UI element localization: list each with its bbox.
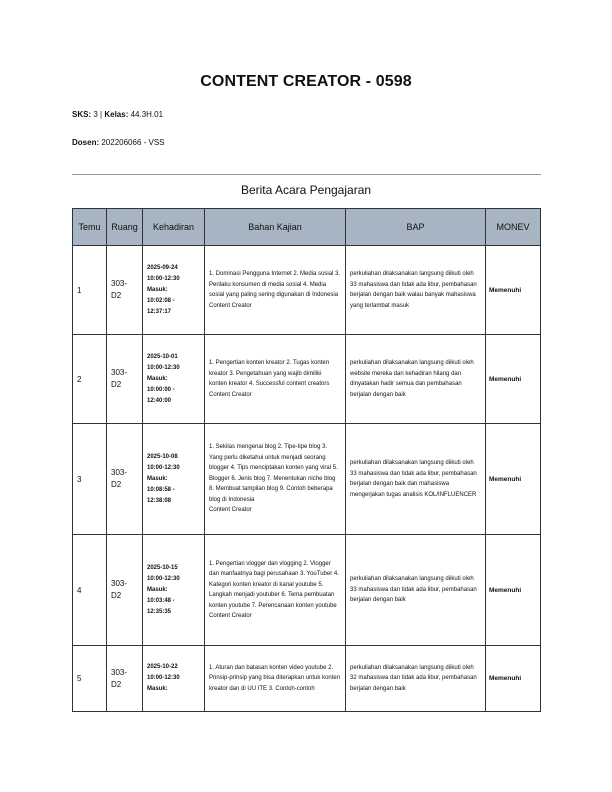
kelas-value: 44.3H.01: [130, 110, 164, 119]
cell-bahan-kajian: 1. Dominasi Pengguna Internet 2. Media sosial 3. Perilaku konsumen di media sosial 4. Media sosial yang paling sering digunakan di Indonesia Content Creator: [205, 246, 346, 335]
cell-ruang: 303- D2: [107, 646, 143, 712]
sks-label: SKS:: [72, 110, 92, 119]
header-ruang: Ruang: [107, 209, 143, 246]
table-row: [73, 335, 541, 424]
cell-bap: perkuliahan dilaksanakan langsung diikuti oleh website mereka dan kehadiran hilang dan dinyatakan hadir semua dan pembahasan berjalan dengan baik: [346, 335, 486, 424]
header-bap: BAP: [346, 209, 486, 246]
sks-value: 3: [93, 110, 98, 119]
lecturer-info: [72, 138, 165, 147]
cell-temu: 5: [73, 646, 107, 712]
cell-ruang: 303- D2: [107, 246, 143, 335]
cell-temu: 2: [73, 335, 107, 424]
bap-table: [72, 208, 541, 712]
cell-monev: Memenuhi: [486, 424, 541, 535]
page-title: CONTENT CREATOR - 0598: [200, 73, 412, 90]
cell-monev: Memenuhi: [486, 535, 541, 646]
cell-monev: Memenuhi: [486, 646, 541, 712]
cell-kehadiran: 2025-10-15 10:00-12:30 Masuk: 10:03:48 - 12:35:35: [143, 535, 205, 646]
cell-bahan-kajian: 1. Pengertian konten kreator 2. Tugas konten kreator 3. Pengetahuan yang wajib dimiliki konten kreator 4. Successful content creators Content Creator: [205, 335, 346, 424]
cell-ruang: 303- D2: [107, 535, 143, 646]
table-row: [73, 535, 541, 646]
cell-temu: 1: [73, 246, 107, 335]
header-bahan-kajian: Bahan Kajian: [205, 209, 346, 246]
cell-bap: perkuliahan dilaksanakan langsung diikuti oleh 33 mahasiswa dan tidak ada libur, pembahasan berjalan dengan baik dan mahasiswa mengerjakan tugas analisis KOL/INFLUENCER: [346, 424, 486, 535]
cell-bahan-kajian: 1. Sekilas mengenai blog 2. Tipe-tipe blog 3. Yang perlu diketahui untuk menjadi seorang blogger 4. Tips menciptakan konten yang viral 5. Blogger 6. Jenis blog 7. Menentukan niche blog 8. Membuat tampilan blog 9. Contoh beberapa blog di Indonesia Content Creator: [205, 424, 346, 535]
cell-temu: 4: [73, 535, 107, 646]
dosen-label: Dosen:: [72, 138, 100, 147]
kelas-label: Kelas:: [104, 110, 129, 119]
cell-bahan-kajian: 1. Aturan dan batasan konten video youtube 2. Prinsip-prinsip yang bisa diterapkan untuk konten kreator dan di UU ITE 3. Contoh-contoh: [205, 646, 346, 712]
header-kehadiran: Kehadiran: [143, 209, 205, 246]
table-row: [73, 646, 541, 712]
header-monev: MONEV: [486, 209, 541, 246]
cell-kehadiran: 2025-10-08 10:00-12:30 Masuk: 10:08:58 - 12:38:08: [143, 424, 205, 535]
table-header-row: [73, 209, 541, 246]
table-row: [73, 424, 541, 535]
table-row: [73, 246, 541, 335]
section-title: Berita Acara Pengajaran: [240, 183, 372, 197]
dosen-value: 202206066 - VSS: [101, 138, 165, 147]
cell-bap: perkuliahan dilaksanakan langsung diikuti oleh 33 mahasiswa dan tidak ada libur, pembahasan berjalan dengan baik: [346, 535, 486, 646]
cell-kehadiran: 2025-10-22 10:00-12:30 Masuk:: [143, 646, 205, 712]
cell-bap: perkuliahan dilaksanakan langsung diikuti oleh 32 mahasiswa dan tidak ada libur, pembahasan berjalan dengan baik: [346, 646, 486, 712]
cell-bap: perkuliahan dilaksanakan langsung diikuti oleh 33 mahasiswa dan tidak ada libur, pembahasan berjalan dengan baik walau banyak mahasiswa yang terlambat masuk: [346, 246, 486, 335]
course-info: [72, 110, 163, 119]
header-temu: Temu: [73, 209, 107, 246]
cell-bahan-kajian: 1. Pengertian vlogger dan vlogging 2. Vlogger dan manfaatnya bagi perusahaan 3. YouTuber 4. Kategori konten kreator di kanal youtube 5. Langkah menjadi youtuber 6. Tema pembuatan konten youtube 7. Perencanaan konten youtube Content Creator: [205, 535, 346, 646]
cell-temu: 3: [73, 424, 107, 535]
cell-ruang: 303- D2: [107, 424, 143, 535]
cell-kehadiran: 2025-10-01 10:00-12:30 Masuk: 10:00:00 - 12:40:00: [143, 335, 205, 424]
divider: [72, 174, 541, 175]
cell-kehadiran: 2025-09-24 10:00-12:30 Masuk: 10:02:08 - 12:37:17: [143, 246, 205, 335]
cell-monev: Memenuhi: [486, 246, 541, 335]
cell-monev: Memenuhi: [486, 335, 541, 424]
separator: |: [100, 110, 103, 119]
cell-ruang: 303- D2: [107, 335, 143, 424]
